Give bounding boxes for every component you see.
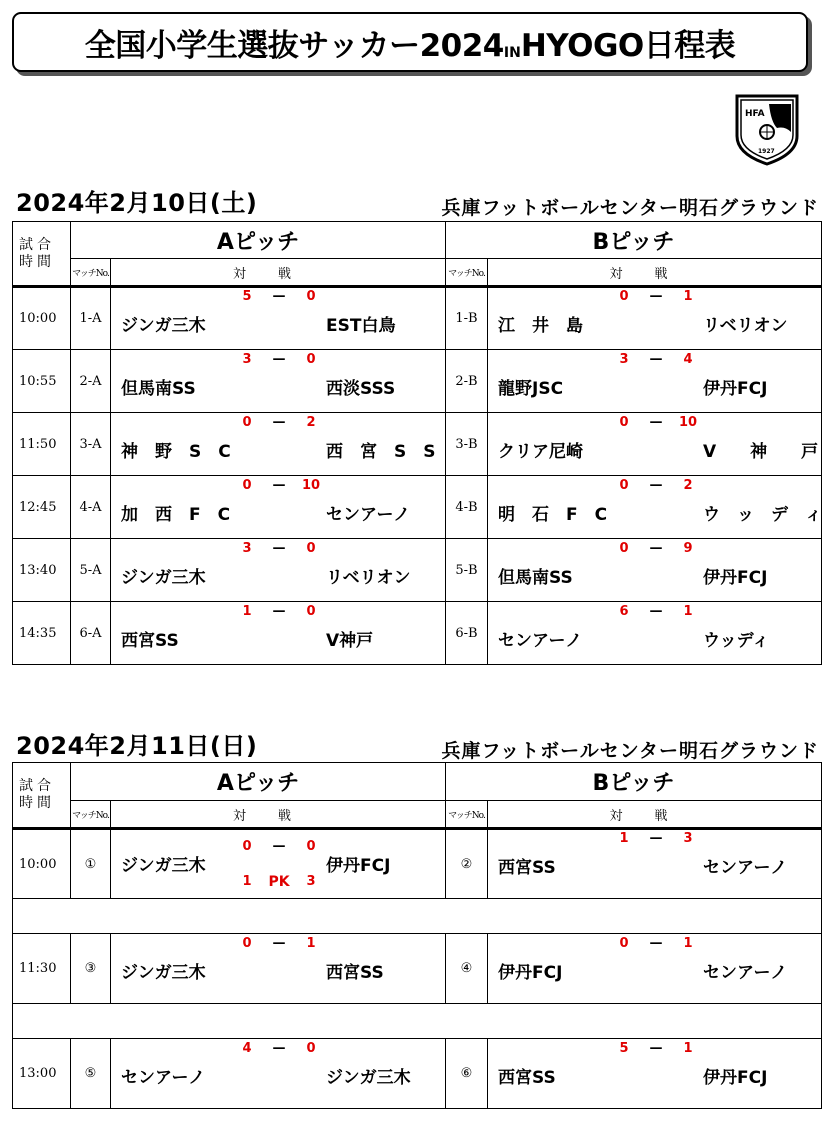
pitch-a-match — [111, 539, 446, 602]
match-no-header: マッチNo. — [446, 259, 488, 287]
table-row — [13, 539, 822, 602]
score — [614, 541, 698, 559]
match-time: 11:30 — [13, 934, 71, 1004]
score — [237, 1041, 321, 1059]
match-no: ⑤ — [71, 1039, 111, 1109]
table-row — [13, 829, 822, 899]
home-score: 0 — [242, 839, 252, 854]
match-no: 1-B — [446, 287, 488, 350]
home-score: 0 — [619, 289, 629, 304]
match-no: ⑥ — [446, 1039, 488, 1109]
score — [614, 831, 698, 849]
match-no: ② — [446, 829, 488, 899]
home-team: 西宮SS — [121, 630, 179, 651]
home-score: 1 — [619, 831, 629, 846]
away-team: ウッディ — [703, 630, 770, 651]
score — [614, 1041, 698, 1059]
home-team: ジンガ三木 — [121, 316, 206, 336]
pk-label: PK — [268, 874, 290, 890]
score-dash: — — [272, 540, 286, 556]
away-team: EST白鳥 — [326, 316, 396, 336]
match-no: 5-A — [71, 539, 111, 602]
score-dash: — — [649, 831, 663, 846]
home-score: 0 — [242, 414, 252, 430]
pitch-b-match — [488, 829, 822, 899]
vs-header: 対戦 — [488, 801, 822, 829]
away-score: 0 — [306, 351, 316, 367]
hfa-logo — [733, 92, 801, 166]
score — [237, 415, 321, 433]
home-score: 3 — [242, 540, 252, 556]
home-score: 0 — [619, 935, 629, 951]
away-score: 10 — [301, 477, 321, 493]
score-dash: — — [272, 839, 286, 854]
score — [237, 478, 321, 496]
score-dash: — — [649, 351, 663, 367]
away-score: 10 — [678, 414, 698, 430]
match-no: ④ — [446, 934, 488, 1004]
pitch-b-match — [488, 413, 822, 476]
home-team: 龍野JSC — [498, 378, 564, 399]
home-team: 但馬南SS — [498, 567, 573, 588]
time-header: 試合時間 — [13, 763, 71, 829]
home-team: 加 西 F C — [121, 504, 231, 525]
score — [614, 936, 698, 954]
match-no: 2-A — [71, 350, 111, 413]
away-score: 1 — [683, 1040, 693, 1056]
home-team: センアーノ — [121, 1067, 206, 1088]
day2-schedule-table — [12, 762, 822, 1109]
day2-venue: 兵庫フットボールセンター明石グラウンド — [441, 740, 819, 762]
pitch-b-match — [488, 476, 822, 539]
home-score: 5 — [242, 289, 252, 304]
match-time: 13:40 — [13, 539, 71, 602]
home-team: 西宮SS — [498, 1067, 556, 1088]
pitch-a-match — [111, 476, 446, 539]
home-score: 0 — [619, 540, 629, 556]
match-no-header: マッチNo. — [71, 259, 111, 287]
score — [614, 415, 698, 433]
pitch-a-match — [111, 413, 446, 476]
pitch-b-header: Bピッチ — [446, 763, 822, 801]
table-row — [13, 476, 822, 539]
score — [237, 604, 321, 622]
day1-date: 2024年2月10日(土) — [16, 189, 258, 217]
away-score: 0 — [306, 603, 316, 619]
score-dash: — — [649, 540, 663, 556]
score-dash: — — [649, 289, 663, 304]
score — [237, 936, 321, 954]
match-no: 6-B — [446, 602, 488, 665]
score-dash: — — [649, 603, 663, 619]
pitch-b-match — [488, 602, 822, 665]
away-score: 0 — [306, 540, 316, 556]
score-dash: — — [272, 351, 286, 367]
away-score: 4 — [683, 351, 693, 367]
pk-away: 3 — [306, 874, 316, 889]
home-team: クリア尼崎 — [498, 441, 583, 462]
away-team: ウ ッ デ ィ — [703, 504, 822, 525]
score — [237, 839, 321, 857]
away-team: ジンガ三木 — [326, 1067, 411, 1088]
away-team: V 神 戸 — [703, 441, 819, 462]
away-team: センアーノ — [326, 504, 411, 525]
away-team: V神戸 — [326, 630, 374, 651]
vs-header: 対戦 — [488, 259, 822, 287]
match-time: 11:50 — [13, 413, 71, 476]
away-team: 伊丹FCJ — [703, 1067, 768, 1088]
title-main: 全国小学生選抜サッカー2024 — [84, 27, 504, 64]
away-team: 西 宮 S S — [326, 441, 436, 462]
away-score: 0 — [306, 839, 316, 854]
away-team: 伊丹FCJ — [703, 378, 768, 399]
match-no: 3-A — [71, 413, 111, 476]
home-team: 但馬南SS — [121, 378, 196, 399]
match-no-header: マッチNo. — [71, 801, 111, 829]
pitch-a-match — [111, 1039, 446, 1109]
match-no-header: マッチNo. — [446, 801, 488, 829]
home-team: ジンガ三木 — [121, 962, 206, 983]
pitch-b-match — [488, 287, 822, 350]
home-score: 3 — [619, 351, 629, 367]
home-team: 西宮SS — [498, 858, 556, 878]
spacer-cell — [13, 899, 822, 934]
home-score: 4 — [242, 1040, 252, 1056]
title-in: IN — [503, 44, 521, 61]
day1-rows — [13, 287, 822, 665]
pitch-a-match — [111, 934, 446, 1004]
score — [237, 289, 321, 307]
away-score: 0 — [306, 1040, 316, 1056]
match-time: 14:35 — [13, 602, 71, 665]
match-time: 12:45 — [13, 476, 71, 539]
score-dash: — — [272, 477, 286, 493]
pitch-a-match — [111, 350, 446, 413]
spacer-row — [13, 899, 822, 934]
vs-header: 対戦 — [111, 801, 446, 829]
away-score: 2 — [683, 477, 693, 493]
score — [237, 541, 321, 559]
score-dash: — — [272, 603, 286, 619]
away-score: 1 — [683, 289, 693, 304]
table-row — [13, 287, 822, 350]
away-team: 伊丹FCJ — [703, 567, 768, 588]
match-no: 6-A — [71, 602, 111, 665]
pitch-b-match — [488, 1039, 822, 1109]
home-score: 0 — [242, 477, 252, 493]
score — [237, 352, 321, 370]
away-score: 1 — [683, 935, 693, 951]
score — [614, 478, 698, 496]
away-team: リベリオン — [326, 567, 411, 588]
match-time: 10:00 — [13, 287, 71, 350]
logo-text: HFA — [745, 109, 765, 119]
pk-score — [237, 874, 321, 892]
pitch-b-header: Bピッチ — [446, 222, 822, 259]
score-dash: — — [272, 935, 286, 951]
away-team: センアーノ — [703, 858, 788, 878]
home-team: センアーノ — [498, 630, 583, 651]
day1-schedule-table — [12, 221, 822, 665]
away-score: 3 — [683, 831, 693, 846]
home-score: 5 — [619, 1040, 629, 1056]
away-score: 0 — [306, 289, 316, 304]
match-no: 1-A — [71, 287, 111, 350]
score-dash: — — [649, 477, 663, 493]
pitch-a-match — [111, 287, 446, 350]
time-header: 試合時間 — [13, 222, 71, 287]
pk-home: 1 — [242, 874, 252, 889]
spacer-row — [13, 1004, 822, 1039]
table-row — [13, 350, 822, 413]
home-team: ジンガ三木 — [121, 856, 206, 876]
match-no: ① — [71, 829, 111, 899]
title-place: HYOGO日程表 — [520, 27, 736, 64]
score-dash: — — [272, 289, 286, 304]
score — [614, 604, 698, 622]
match-no: 4-A — [71, 476, 111, 539]
home-score: 1 — [242, 603, 252, 619]
match-time: 13:00 — [13, 1039, 71, 1109]
match-no: ③ — [71, 934, 111, 1004]
away-team: センアーノ — [703, 962, 788, 983]
pitch-b-match — [488, 350, 822, 413]
home-team: 伊丹FCJ — [498, 962, 563, 983]
day2-date: 2024年2月11日(日) — [16, 732, 258, 760]
match-time: 10:55 — [13, 350, 71, 413]
score-dash: — — [649, 935, 663, 951]
day1-venue: 兵庫フットボールセンター明石グラウンド — [441, 197, 819, 219]
score — [614, 352, 698, 370]
away-score: 1 — [306, 935, 316, 951]
pitch-a-header: Aピッチ — [71, 222, 446, 259]
vs-header: 対戦 — [111, 259, 446, 287]
away-score: 1 — [683, 603, 693, 619]
match-no: 2-B — [446, 350, 488, 413]
score-dash: — — [272, 1040, 286, 1056]
home-score: 6 — [619, 603, 629, 619]
away-score: 2 — [306, 414, 316, 430]
day2-rows — [13, 829, 822, 1109]
home-team: 明 石 F C — [498, 504, 608, 525]
away-team: リベリオン — [703, 316, 788, 336]
match-no: 4-B — [446, 476, 488, 539]
table-row — [13, 934, 822, 1004]
logo-year: 1927 — [758, 148, 775, 155]
table-row — [13, 602, 822, 665]
away-team: 伊丹FCJ — [326, 856, 391, 876]
pitch-a-match — [111, 602, 446, 665]
away-team: 西淡SSS — [326, 378, 396, 399]
home-score: 3 — [242, 351, 252, 367]
pitch-b-match — [488, 539, 822, 602]
home-team: ジンガ三木 — [121, 567, 206, 588]
score-dash: — — [272, 414, 286, 430]
pitch-b-match — [488, 934, 822, 1004]
score-dash: — — [649, 414, 663, 430]
score — [614, 289, 698, 307]
home-team: 神 野 S C — [121, 441, 231, 462]
page-title — [12, 12, 808, 72]
home-score: 0 — [619, 414, 629, 430]
home-team: 江 井 島 — [498, 316, 583, 336]
match-time: 10:00 — [13, 829, 71, 899]
table-row — [13, 1039, 822, 1109]
score-dash: — — [649, 1040, 663, 1056]
away-score: 9 — [683, 540, 693, 556]
table-row — [13, 413, 822, 476]
home-score: 0 — [242, 935, 252, 951]
match-no: 5-B — [446, 539, 488, 602]
spacer-cell — [13, 1004, 822, 1039]
match-no: 3-B — [446, 413, 488, 476]
away-team: 西宮SS — [326, 962, 384, 983]
pitch-a-match — [111, 829, 446, 899]
pitch-a-header: Aピッチ — [71, 763, 446, 801]
home-score: 0 — [619, 477, 629, 493]
